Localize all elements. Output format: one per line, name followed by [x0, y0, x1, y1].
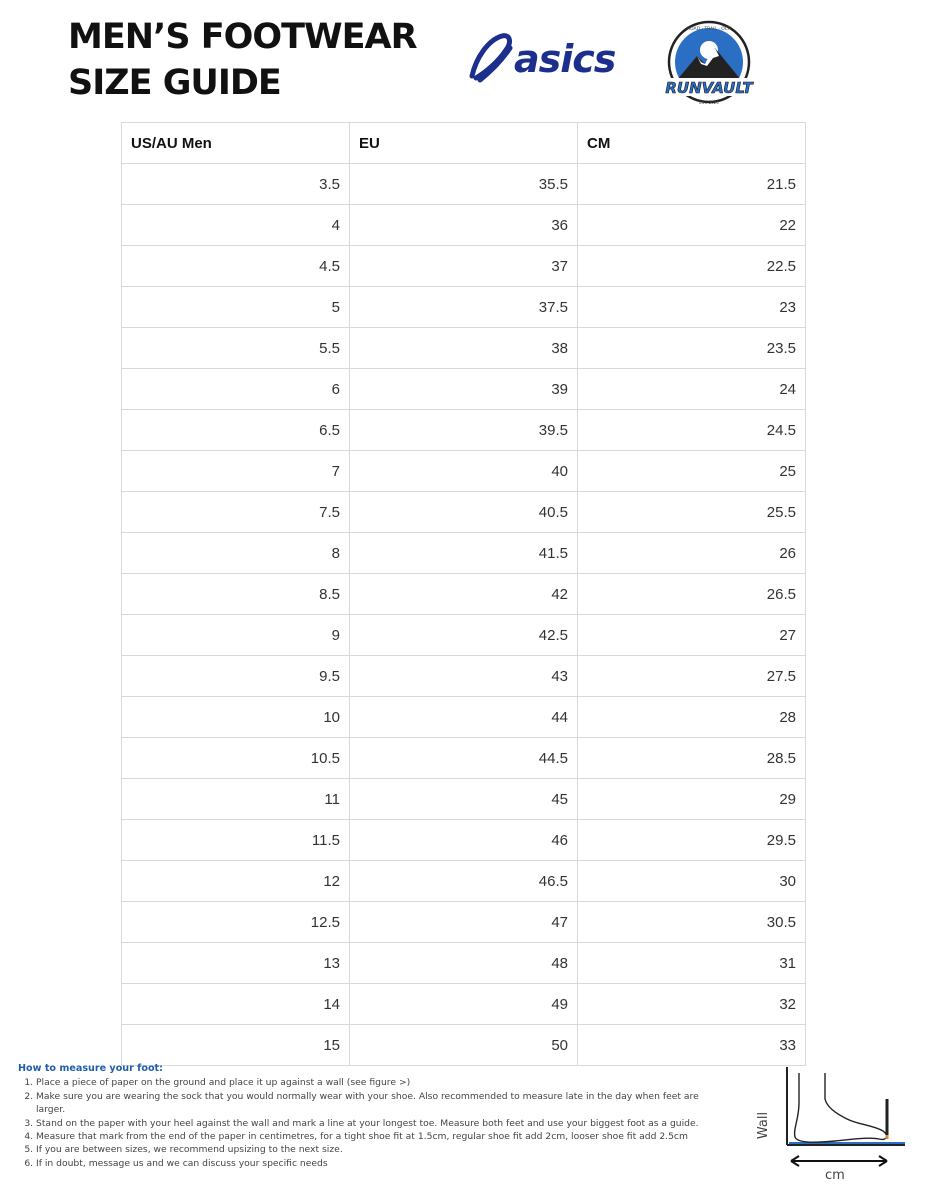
cell-us: 9.5 [122, 656, 350, 697]
asics-logo [466, 28, 626, 86]
cell-eu: 43 [350, 656, 578, 697]
cell-us: 6 [122, 369, 350, 410]
cell-eu: 39.5 [350, 410, 578, 451]
cell-eu: 47 [350, 902, 578, 943]
cell-us: 4 [122, 205, 350, 246]
cell-eu: 45 [350, 779, 578, 820]
cell-cm: 31 [578, 943, 806, 984]
title-line-1: MEN’S FOOTWEAR [68, 17, 417, 57]
cell-cm: 23 [578, 287, 806, 328]
cell-cm: 25 [578, 451, 806, 492]
cell-eu: 37 [350, 246, 578, 287]
cell-eu: 49 [350, 984, 578, 1025]
cell-eu: 46 [350, 820, 578, 861]
cell-cm: 26 [578, 533, 806, 574]
wall-label: Wall [756, 1111, 772, 1140]
cell-cm: 27.5 [578, 656, 806, 697]
cell-eu: 40 [350, 451, 578, 492]
runvault-wordmark: RUNVAULT [665, 79, 753, 97]
cell-eu: 44.5 [350, 738, 578, 779]
instructions-heading: How to measure your foot: [18, 1063, 163, 1074]
cell-eu: 35.5 [350, 164, 578, 205]
cell-eu: 50 [350, 1025, 578, 1066]
foot-outline [795, 1073, 887, 1142]
table-row [122, 164, 806, 205]
cell-us: 6.5 [122, 410, 350, 451]
table-row [122, 984, 806, 1025]
table-row [122, 820, 806, 861]
header-eu: EU [350, 123, 578, 164]
cell-eu: 42 [350, 574, 578, 615]
cell-us: 15 [122, 1025, 350, 1066]
cell-us: 5.5 [122, 328, 350, 369]
table-row [122, 861, 806, 902]
cell-us: 11 [122, 779, 350, 820]
cell-us: 14 [122, 984, 350, 1025]
cell-cm: 29.5 [578, 820, 806, 861]
table-row [122, 943, 806, 984]
cell-cm: 28.5 [578, 738, 806, 779]
table-row [122, 410, 806, 451]
table-row [122, 1025, 806, 1066]
cell-cm: 28 [578, 697, 806, 738]
cell-cm: 25.5 [578, 492, 806, 533]
instruction-step: 4. Measure that mark from the end of the paper in centimetres, for a tight shoe fit at 1.5cm, regular shoe fit add 2cm, looser shoe fit add 2.5cm [36, 1130, 728, 1143]
table-row [122, 369, 806, 410]
table-row [122, 574, 806, 615]
instruction-step: 5. If you are between sizes, we recommend upsizing to the next size. [36, 1143, 728, 1156]
header-us-au: US/AU Men [122, 123, 350, 164]
table-row [122, 697, 806, 738]
cell-us: 7 [122, 451, 350, 492]
table-header-row [122, 123, 806, 164]
cell-cm: 30.5 [578, 902, 806, 943]
cell-us: 5 [122, 287, 350, 328]
cell-us: 11.5 [122, 820, 350, 861]
page-title [68, 14, 417, 106]
cell-us: 8 [122, 533, 350, 574]
table-row [122, 328, 806, 369]
table-row [122, 492, 806, 533]
cell-us: 10 [122, 697, 350, 738]
instruction-step: 6. If in doubt, message us and we can discuss your specific needs [36, 1157, 728, 1170]
asics-wordmark: asics [514, 37, 616, 81]
cell-us: 12.5 [122, 902, 350, 943]
instruction-step: 3. Stand on the paper with your heel against the wall and mark a line at your longest toe. Measure both feet and use your biggest foot as a guide. [36, 1117, 728, 1130]
cell-cm: 21.5 [578, 164, 806, 205]
cell-us: 10.5 [122, 738, 350, 779]
runvault-logo [657, 20, 761, 110]
cell-cm: 30 [578, 861, 806, 902]
runvault-arc-text: ROAD · TRAIL · OCR [686, 27, 732, 32]
table-row [122, 779, 806, 820]
cell-us: 3.5 [122, 164, 350, 205]
table-row [122, 902, 806, 943]
cell-eu: 44 [350, 697, 578, 738]
measure-instructions [18, 1062, 728, 1170]
runvault-est: EST. 2020 [699, 100, 719, 105]
cell-us: 4.5 [122, 246, 350, 287]
cell-eu: 40.5 [350, 492, 578, 533]
cell-cm: 24 [578, 369, 806, 410]
cell-cm: 33 [578, 1025, 806, 1066]
instructions-list [18, 1076, 728, 1170]
cell-eu: 46.5 [350, 861, 578, 902]
table-row [122, 738, 806, 779]
cm-label: cm [825, 1168, 845, 1183]
table-row [122, 451, 806, 492]
table-row [122, 205, 806, 246]
table-row [122, 533, 806, 574]
cell-eu: 37.5 [350, 287, 578, 328]
cell-cm: 22.5 [578, 246, 806, 287]
cell-eu: 36 [350, 205, 578, 246]
cell-us: 8.5 [122, 574, 350, 615]
table-row [122, 615, 806, 656]
cell-cm: 23.5 [578, 328, 806, 369]
cell-cm: 27 [578, 615, 806, 656]
size-table [121, 122, 806, 1066]
table-row [122, 287, 806, 328]
cell-us: 12 [122, 861, 350, 902]
cell-cm: 26.5 [578, 574, 806, 615]
cell-eu: 48 [350, 943, 578, 984]
cell-cm: 29 [578, 779, 806, 820]
cell-us: 7.5 [122, 492, 350, 533]
header-cm: CM [578, 123, 806, 164]
cell-us: 13 [122, 943, 350, 984]
cell-eu: 39 [350, 369, 578, 410]
cell-eu: 38 [350, 328, 578, 369]
cell-cm: 22 [578, 205, 806, 246]
instruction-step: 1. Place a piece of paper on the ground and place it up against a wall (see figure >) [36, 1076, 728, 1089]
cell-cm: 24.5 [578, 410, 806, 451]
cell-eu: 42.5 [350, 615, 578, 656]
cell-us: 9 [122, 615, 350, 656]
instruction-step: 2. Make sure you are wearing the sock that you would normally wear with your shoe. Also recommended to measure late in the day when feet are larger. [36, 1090, 728, 1117]
cell-eu: 41.5 [350, 533, 578, 574]
title-line-2: SIZE GUIDE [68, 63, 281, 103]
table-row [122, 246, 806, 287]
cell-cm: 32 [578, 984, 806, 1025]
table-row [122, 656, 806, 697]
